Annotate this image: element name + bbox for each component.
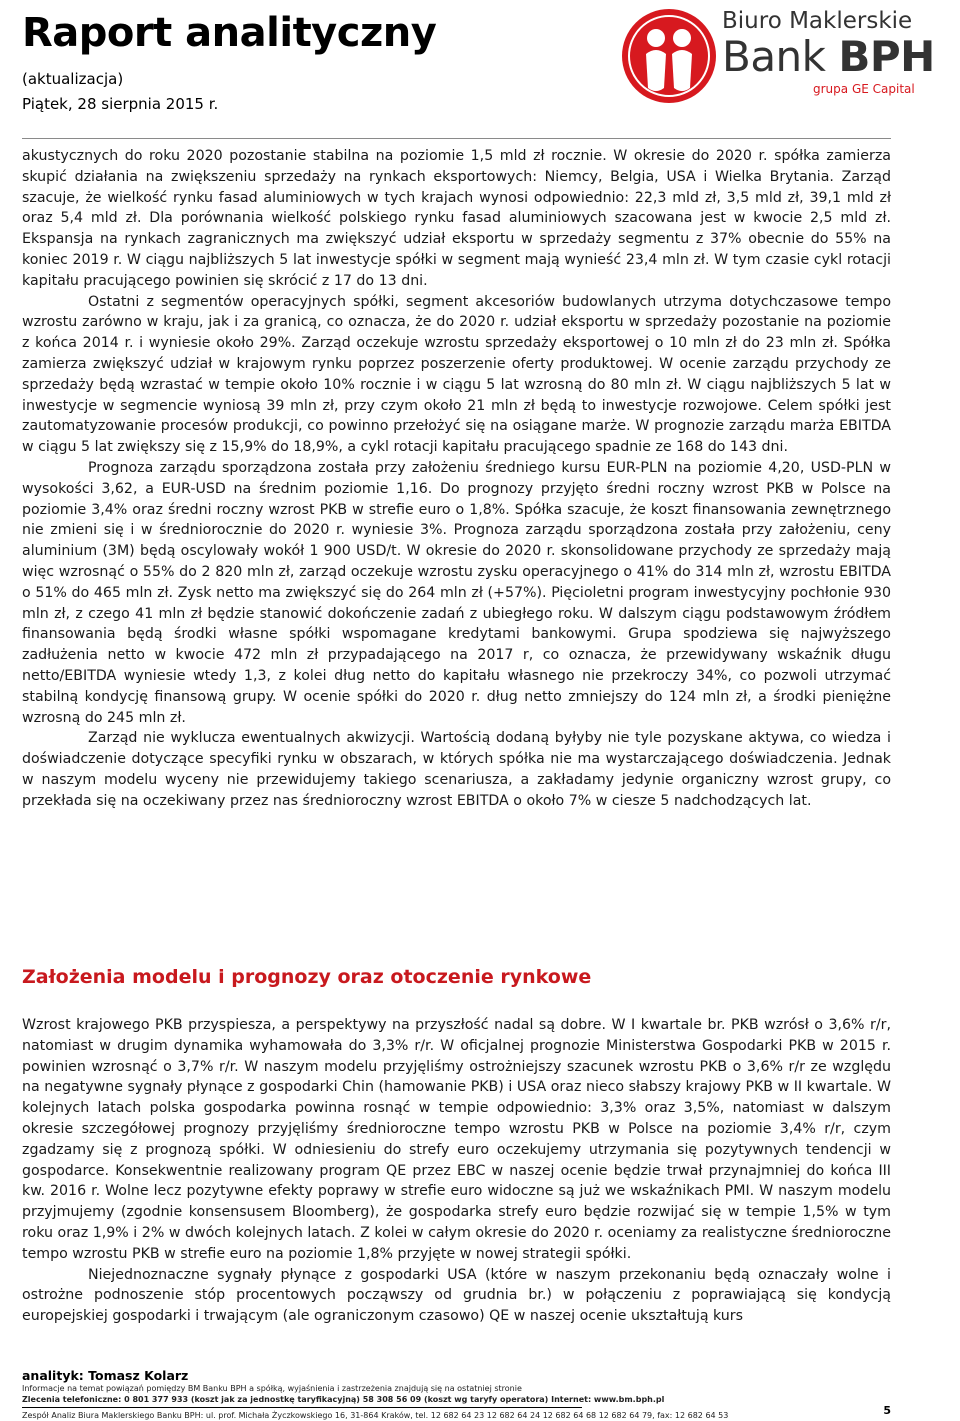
footer-divider <box>22 1407 582 1408</box>
report-body-section1 <box>22 146 891 812</box>
footer-address: Zespół Analiz Biura Maklerskiego Banku BPH: ul. prof. Michała Życzkowskiego 16, 31-864 Kraków, tel. 12 682 64 23 12 682 64 24 12 682 64 68 12 682 64 79, fax: 12 682 64 53 <box>22 1411 729 1420</box>
footer-disclaimer: Informacje na temat powiązań pomiędzy BM Banku BPH a spółką, wyjaśnienia i zastrzeżenia znajdują się na ostatniej stronie <box>22 1384 522 1393</box>
body-paragraph: Ostatni z segmentów operacyjnych spółki, segment akcesoriów budowlanych utrzyma dotychczasowe tempo wzrostu zarówno w kraju, jak i za granicą, co oznacza, że do 2020 r. udział eksportu w sprzedaży pozostanie na poziomie z końca 2014 r. i wyniesie około 29%. Zarząd oczekuje wzrostu sprzedaży eksportowej o 10 mln zł do 23 mln zł. Spółka zamierza zwiększyć udział w krajowym rynku poprzez poszerzenie oferty produktowej. W ocenie zarządu przychody ze sprzedaży będą wzrastać w tempie około 10% rocznie i w ciągu 5 lat wzrosną do 80 mln zł. W ciągu najbliższych 5 lat w inwestycje w segmencie wyniosą 39 mln zł, przy czym około 21 mln zł będą to inwestycje rozwojowe. Celem spółki jest zautomatyzowanie procesów produkcji, co powinno przełożyć się na osiągane marże. W prognozie zarządu marża EBITDA w ciągu 5 lat zwiększy się z 15,9% do 18,9%, a cykl rotacji kapitału pracującego spadnie ze 168 do 143 dni. <box>22 293 891 456</box>
body-paragraph: Wzrost krajowego PKB przyspiesza, a perspektywy na przyszłość nadal są dobre. W I kwartale br. PKB wzrósł o 3,6% r/r, natomiast w drugim dynamika wyhamowała do 3,3% r/r. W oficjalnej prognozie Ministerstwa Gospodarki PKB w 2015 r. powinien wzrosnąć o 3,7% r/r. W naszym modelu przyjęliśmy ostrożniejszy szacunek wzrostu PKB o 3,6% r/r ze względu na negatywne sygnały płynące z gospodarki Chin (hamowanie PKB) i USA oraz nieco słabszy krajowy PKB w II kwartale. W kolejnych latach polska gospodarka powinna rosnąć w tempie odpowiednio: 3,3% oraz 3,5%, natomiast w dalszym okresie szczegółowej prognozy przyjęliśmy średnioroczne tempo wzrostu PKB w Polsce na poziomie 3,4% r/r, czym zgadzamy się z prognozą spółki. W odniesieniu do strefy euro oczekujemy utrzymania się pozytywnych tendencji w gospodarce. Konsekwentnie realizowany program QE przez EBC w naszej ocenie będzie trwał przynajmniej do końca III kw. 2016 r. Wolne lecz pozytywne efekty poprawy w strefie euro widoczne są już we wskaźnikach PMI. W naszym modelu przyjmujemy (zgodnie konsensusem Bloomberg), że gospodarka strefy euro będzie rozwijać się w tempie 1,5% w tym roku oraz 1,9% i 2% w dwóch kolejnych latach. Z kolei w całym okresie do 2020 r. oceniamy za realistyczne średnioroczne tempo wzrostu PKB w strefie euro na poziomie 1,8% przyjęte w nowej strategii spółki. <box>22 1017 891 1262</box>
logo-line2 <box>722 32 935 81</box>
analyst-name: analityk: Tomasz Kolarz <box>22 1368 189 1383</box>
footer-orders: Zlecenia telefoniczne: 0 801 377 933 (koszt jak za jednostkę taryfikacyjną) 58 308 56 09 (koszt wg taryfy operatora) Internet: www.bm.bph.pl <box>22 1395 665 1404</box>
body-paragraph: Zarząd nie wyklucza ewentualnych akwizycji. Wartością dodaną byłyby nie tyle pozyskane aktywa, co wiedza i doświadczenie dotyczące specyfiki rynku w obszarach, w których spółka nie ma wystarczającego doświadczenia. Jednak w naszym modelu wyceny nie przewidujemy takiego scenariusza, a zakładamy jedynie organiczny wzrost grupy, co przekłada się na oczekiwany przez nas średnioroczny wzrost EBITDA o około 7% w ciesze 5 nadchodzących lat. <box>22 730 891 809</box>
report-header <box>0 0 960 140</box>
body-paragraph: akustycznych do roku 2020 pozostanie stabilna na poziomie 1,5 mld zł rocznie. W okresie do 2020 r. spółka zamierza skupić działania na zwiększeniu sprzedaży na rynkach eksportowych: Niemcy, Belgia, USA i Wielka Brytania. Zarząd szacuje, że wielkość rynku fasad aluminiowych w tych krajach wynosi odpowiednio: 22,3 mld zł, 3,5 mld zł, 39,1 mld zł oraz 5,4 mld zł. Dla porównania wielkość polskiego rynku fasad aluminiowych szacowana jest w kwocie 2,5 mld zł. Ekspansja na rynkach zagranicznych ma zwiększyć udział eksportu w sprzedaży segmentu z 37% obecnie do 55% na koniec 2019 r. W ciągu najbliższych 5 lat inwestycje spółki w segment mają wynieść 23,4 mln zł. W tym czasie cykl rotacji kapitału pracującego powinien się skrócić z 17 do 13 dni. <box>22 148 891 289</box>
header-divider <box>22 138 891 139</box>
page-footer <box>22 1368 891 1421</box>
logo-bank-word: Bank <box>722 32 826 81</box>
body-paragraph: Niejednoznaczne sygnały płynące z gospodarki USA (które w naszym przekonaniu będą oznaczały wolne i ostrożne podnoszenie stóp procentowych począwszy od grudnia br.) w połączeniu z poprawiającą się kondycją europejskiej gospodarki i trwającym (ale ograniczonym czasowo) QE w naszej ocenie ukształtują kurs <box>22 1266 891 1325</box>
page-number: 5 <box>883 1404 891 1417</box>
bank-bph-emblem-icon <box>620 2 718 110</box>
body-paragraph: Prognoza zarządu sporządzona została przy założeniu średniego kursu EUR-PLN na poziomie 4,20, USD-PLN w wysokości 3,62, a EUR-USD na średnim poziomie 1,16. Do prognozy przyjęto średni roczny wzrost PKB w Polsce na poziomie 3,4% oraz średni roczny wzrost PKB w strefie euro o 1,8%. Spółka szacuje, że koszt finansowania zewnętrznego nie zmieni się i w średniorocznie do 2020 r. wyniesie 3%. Prognoza zarządu sporządzona została przy założeniu, ceny aluminium (3M) będą oscylowały wokół 1 900 USD/t. W okresie do 2020 r. skonsolidowane przychody ze sprzedaży mają więc wzrosnąć o 55% do 2 820 mln zł, zarząd oczekuje wzrostu zysku operacyjnego o 41% do 314 mln zł, wzrostu EBITDA o 51% do 465 mln zł. Zysk netto ma zwiększyć się do 264 mln zł (+57%). Pięcioletni program inwestycyjny pochłonie 930 mln zł, z czego 41 mln zł będzie stanowić dokończenie zadań z ubiegłego roku. W dalszym ciągu podstawowym źródłem finansowania będą środki własne spółki wspomagane kredytami bankowymi. Grupa spodziewa się najwyższego zadłużenia netto w kwocie 472 mln zł przypadającego na 2017 r, co oznacza, że przewidywany wskaźnik długu netto/EBITDA wyniesie wtedy 1,3, z kolei dług netto do kapitału własnego nie przekroczy 34%, co pozwoli utrzymać stabilną kondycję finansową grupy. W ocenie spółki do 2020 r. dług netto zmniejszy do 124 mln zł, a środki pieniężne wzrosną do 245 mln zł. <box>22 459 891 726</box>
report-date: Piątek, 28 sierpnia 2015 r. <box>22 95 219 113</box>
logo-line1: Biuro Maklerskie <box>722 8 913 34</box>
report-title: Raport analityczny <box>22 10 437 56</box>
bank-bph-logo <box>620 2 935 110</box>
section-heading: Założenia modelu i prognozy oraz otoczenie rynkowe <box>22 966 592 988</box>
logo-tagline: grupa GE Capital <box>813 82 915 96</box>
logo-bph-word: BPH <box>838 32 935 81</box>
report-subtitle: (aktualizacja) <box>22 70 124 88</box>
report-body-section2 <box>22 1015 891 1327</box>
